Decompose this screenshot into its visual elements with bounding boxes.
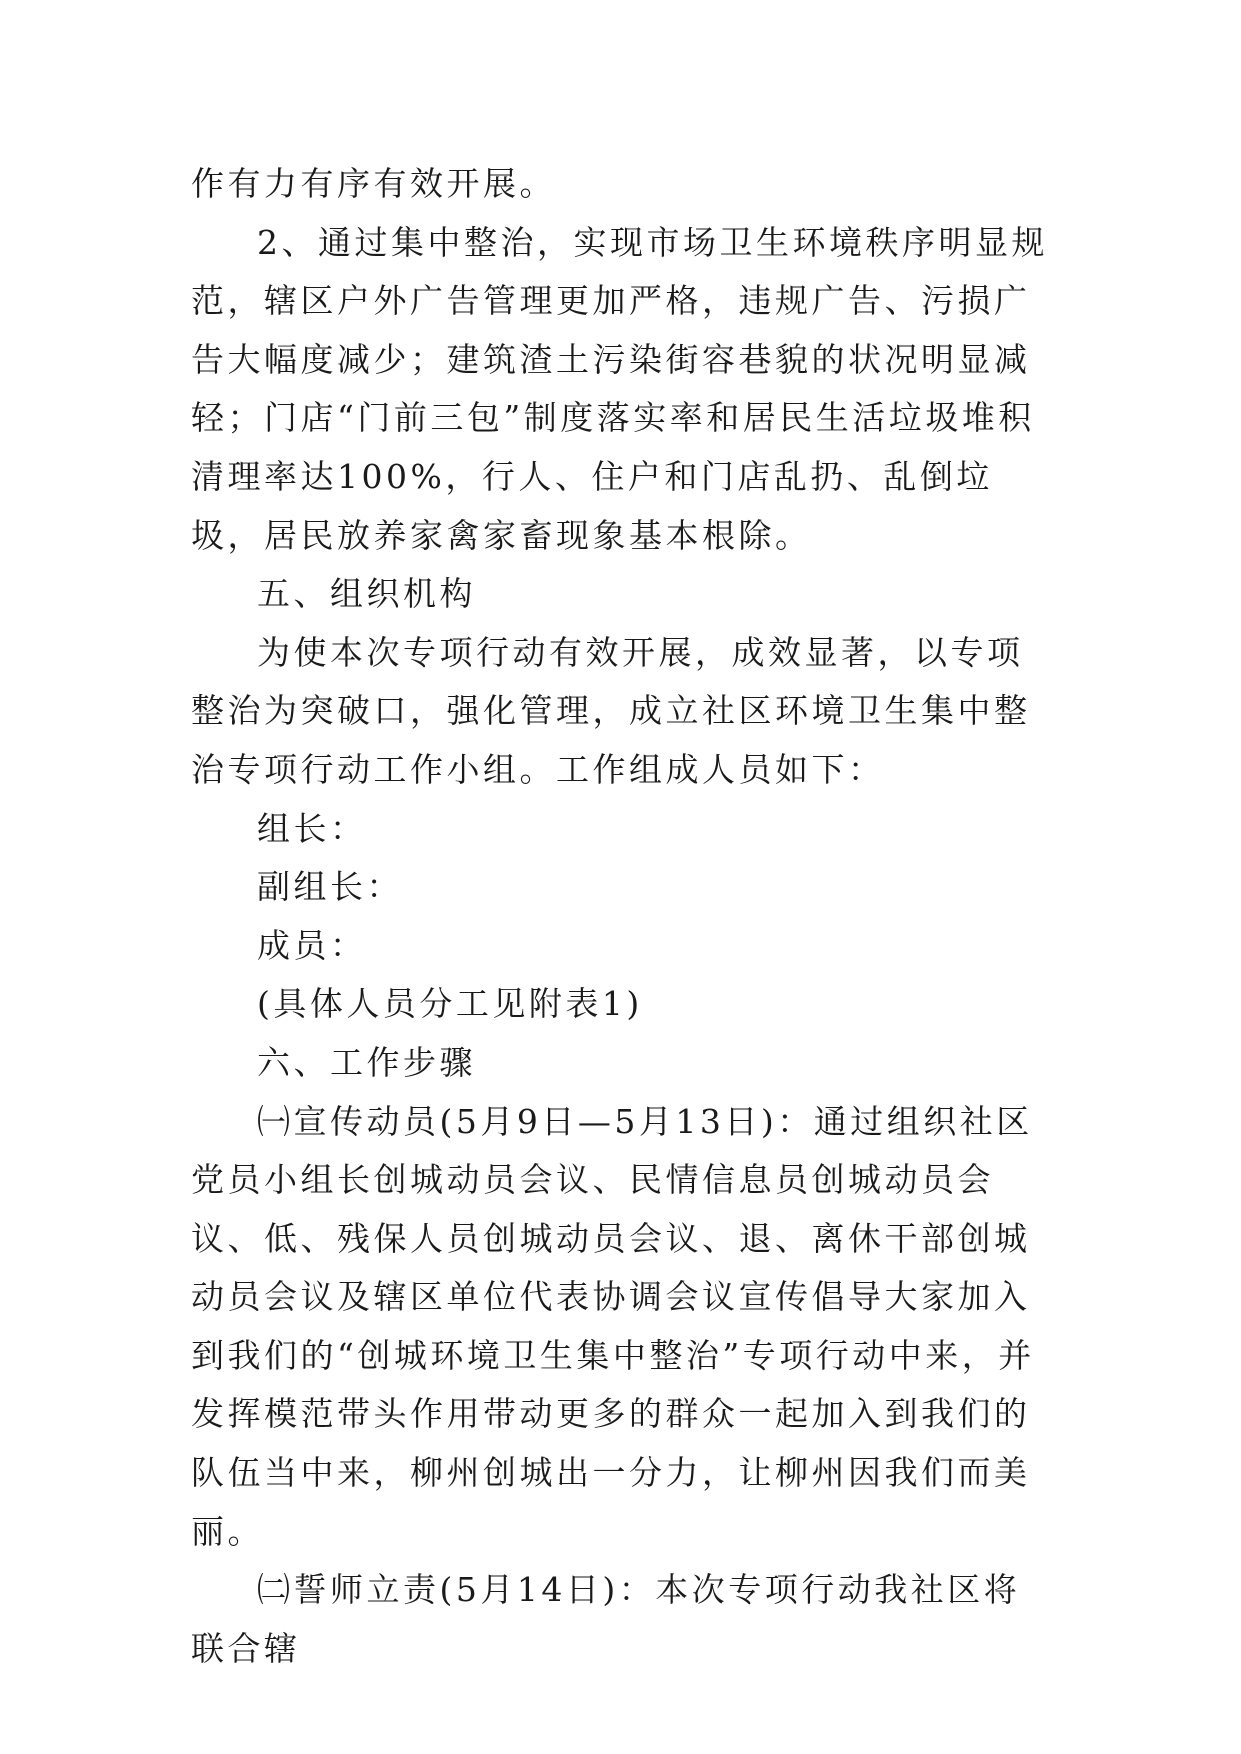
- group-leader-line: 组长：: [257, 808, 367, 848]
- step-1-paragraph: ㈠宣传动员(5月9日—5月13日)：通过组织社区党员小组长创城动员会议、民情信息员创城动员会议、低、残保人员创城动员会议、退、离休干部创城动员会议及辖区单位代表协调会议宣传倡导大家加入到我们的“创城环境卫生集中整治”专项行动中来，并发挥模范带头作用带动更多的群众一起加入到我们的队伍当中来，柳州创城出一分力，让柳州因我们而美丽。: [191, 1101, 1035, 1551]
- document-body: [191, 155, 1051, 1678]
- members-line: 成员：: [257, 925, 367, 965]
- paragraph-goal-2: 2、通过集中整治，实现市场卫生环境秩序明显规范，辖区户外广告管理更加严格，违规广告、污损广告大幅度减少；建筑渣土污染街容巷貌的状况明显减轻；门店“门前三包”制度落实率和居民生活垃圾堆积清理率达100%，行人、住户和门店乱扔、乱倒垃圾，居民放养家禽家畜现象基本根除。: [191, 222, 1048, 555]
- staff-note: (具体人员分工见附表1): [257, 984, 643, 1024]
- step-2-paragraph: ㈡誓师立责(5月14日)：本次专项行动我社区将联合辖: [191, 1570, 1021, 1668]
- paragraph-continuation: 作有力有序有效开展。: [191, 164, 556, 203]
- section-heading-steps: 六、工作步骤: [257, 1042, 476, 1082]
- paragraph-organization: 为使本次专项行动有效开展，成效显著，以专项整治为突破口，强化管理，成立社区环境卫生集中整治专项行动工作小组。工作组成人员如下：: [191, 632, 1031, 789]
- deputy-leader-line: 副组长：: [257, 867, 403, 907]
- section-heading-organization: 五、组织机构: [257, 574, 476, 614]
